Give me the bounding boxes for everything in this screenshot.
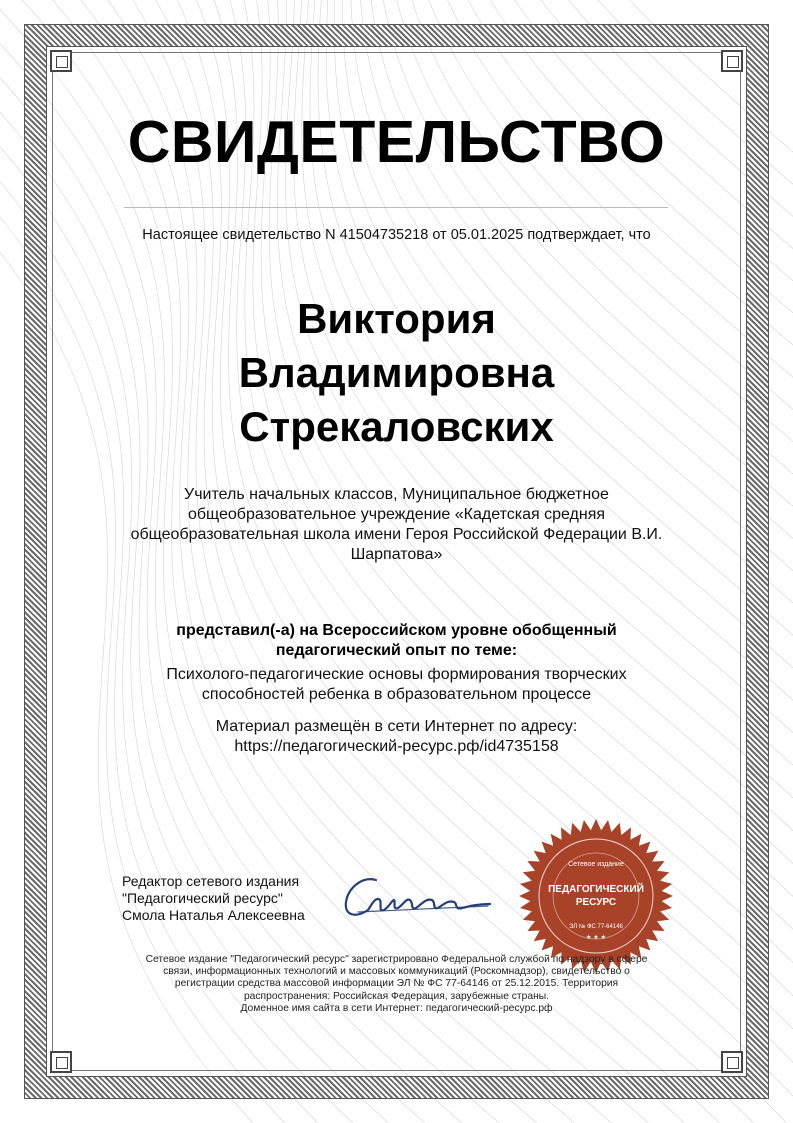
position-line: Шарпатова» — [350, 546, 443, 563]
corner-ornament-top-left — [50, 50, 72, 72]
position-line: Учитель начальных классов, Муниципальное бюджетное — [184, 486, 609, 503]
registration-line: Доменное имя сайта в сети Интернет: педагогический-ресурс.рф — [240, 1002, 553, 1014]
registration-line: распространения: Российская Федерация, зарубежные страны. — [243, 990, 550, 1002]
registration-line: связи, информационных технологий и массовых коммуникаций (Роскомнадзор), свидетельство о — [163, 966, 630, 978]
corner-ornament-bottom-right — [721, 1051, 743, 1073]
registration-line: регистрации средства массовой информации ЭЛ № ФС 77-64146 от 25.12.2015. Территория — [174, 978, 619, 990]
material-label: Материал размещён в сети Интернет по адресу: — [215, 718, 578, 735]
seal-main-line2: РЕСУРС — [575, 897, 617, 908]
position-line: общеобразовательная школа имени Героя Российской Федерации В.И. — [130, 526, 663, 543]
corner-ornament-top-right — [721, 50, 743, 72]
seal-reg-number: ЭЛ № ФС 77-64146 — [569, 924, 623, 930]
material-url: https://педагогический-ресурс.рф/id4735158 — [234, 738, 559, 755]
recipient-first-name: Виктория — [297, 295, 496, 342]
editor-line: Редактор сетевого издания — [122, 873, 300, 889]
editor-line: "Педагогический ресурс" — [122, 890, 283, 906]
certificate-title: СВИДЕТЕЛЬСТВО — [127, 109, 666, 175]
recipient-patronymic: Владимировна — [238, 349, 555, 396]
experience-topic — [150, 665, 643, 705]
certificate-intro: Настоящее свидетельство N 41504735218 от 05.01.2025 подтверждает, что — [142, 227, 651, 243]
recipient-position — [120, 485, 673, 565]
editor-block — [122, 873, 342, 924]
recipient-name — [150, 292, 643, 454]
topic-line: способностей ребенка в образовательном процессе — [201, 686, 592, 703]
corner-ornament-bottom-left — [50, 1051, 72, 1073]
title-divider — [124, 207, 668, 208]
presented-line: представил(-а) на Всероссийском уровне обобщенный — [176, 622, 617, 639]
recipient-surname: Стрекаловских — [239, 403, 554, 450]
publisher-seal — [518, 818, 674, 974]
topic-line: Психолого-педагогические основы формирования творческих — [166, 666, 627, 683]
seal-main-line1: ПЕДАГОГИЧЕСКИЙ — [548, 884, 644, 895]
registration-note — [118, 954, 675, 1015]
position-line: общеобразовательное учреждение «Кадетская средняя — [187, 506, 606, 523]
editor-name: Смола Наталья Алексеевна — [122, 907, 305, 923]
editor-signature — [338, 866, 498, 936]
seal-stars: ★ ★ ★ — [586, 934, 606, 941]
presented-line: педагогический опыт по теме: — [275, 642, 518, 659]
presented-statement — [150, 621, 643, 661]
registration-line: Сетевое издание "Педагогический ресурс" зарегистрировано Федеральной службой по надзору в сфере — [145, 954, 648, 965]
seal-top-text: Сетевое издание — [568, 861, 624, 868]
